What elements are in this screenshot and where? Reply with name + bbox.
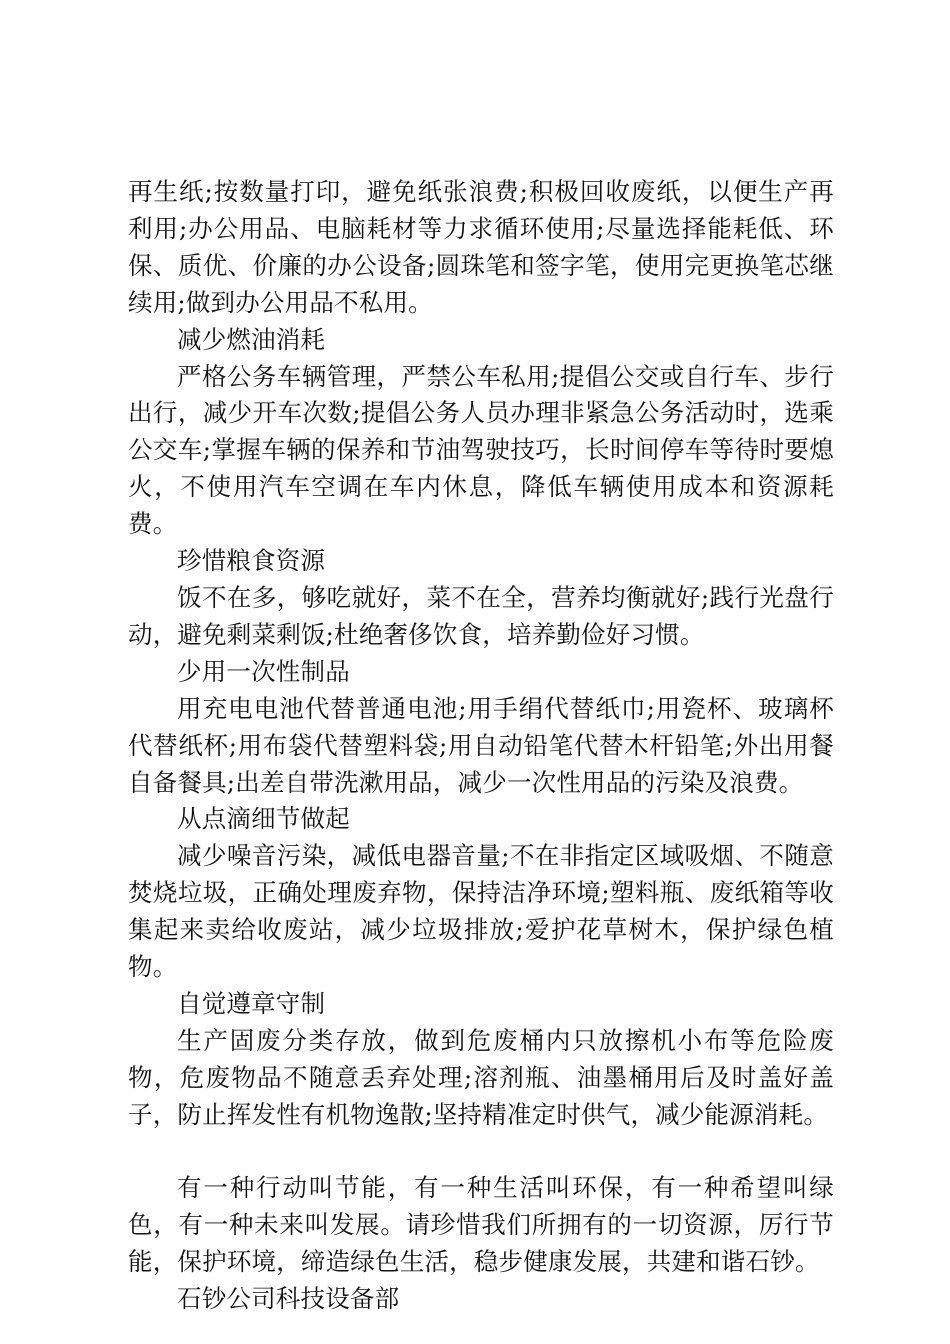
section-heading-food: 珍惜粮食资源 (177, 546, 326, 576)
section-heading-disposables: 少用一次性制品 (177, 656, 350, 686)
closing-paragraph: 有一种行动叫节能，有一种生活叫环保，有一种希望叫绿色，有一种未来叫发展。请珍惜我们所拥有的一切资源，厉行节能，保护环境，缔造绿色生活，稳步健康发展，共建和谐石钞。 (128, 1173, 834, 1277)
section-heading-rules: 自觉遵章守制 (177, 988, 326, 1018)
section-body-rules: 生产固废分类存放，做到危废桶内只放擦机小布等危险废物，危废物品不随意丢弃处理;溶剂瓶、油墨桶用后及时盖好盖子，防止挥发性有机物逸散;坚持精准定时供气，减少能源消耗。 (128, 1025, 834, 1129)
intro-paragraph: 再生纸;按数量打印，避免纸张浪费;积极回收废纸，以便生产再利用;办公用品、电脑耗材等力求循环使用;尽量选择能耗低、环保、质优、价廉的办公设备;圆珠笔和签字笔，使用完更换笔芯继续用;做到办公用品不私用。 (128, 177, 834, 317)
document-body (128, 174, 834, 1318)
section-body-details: 减少噪音污染，减低电器音量;不在非指定区域吸烟、不随意焚烧垃圾，正确处理废弃物，保持洁净环境;塑料瓶、废纸箱等收集起来卖给收废站，减少垃圾排放;爱护花草树木，保护绿色植物。 (128, 841, 834, 982)
section-heading-fuel: 减少燃油消耗 (177, 324, 326, 354)
section-body-disposables: 用充电电池代替普通电池;用手绢代替纸巾;用瓷杯、玻璃杯代替纸杯;用布袋代替塑料袋;用自动铅笔代替木杆铅笔;外出用餐自备餐具;出差自带洗漱用品，减少一次性用品的污染及浪费。 (128, 693, 834, 797)
blank-line (128, 1134, 834, 1171)
section-body-food: 饭不在多，够吃就好，菜不在全，营养均衡就好;践行光盘行动，避免剩菜剩饭;杜绝奢侈饮食，培养勤俭好习惯。 (128, 582, 834, 649)
signature: 石钞公司科技设备部 (177, 1284, 400, 1314)
section-heading-details: 从点滴细节做起 (177, 804, 350, 834)
section-body-fuel: 严格公务车辆管理，严禁公车私用;提倡公交或自行车、步行出行，减少开车次数;提倡公务人员办理非紧急公务活动时，选乘公交车;掌握车辆的保养和节油驾驶技巧，长时间停车等待时要熄火，不使用汽车空调在车内休息，降低车辆使用成本和资源耗费。 (128, 361, 834, 539)
